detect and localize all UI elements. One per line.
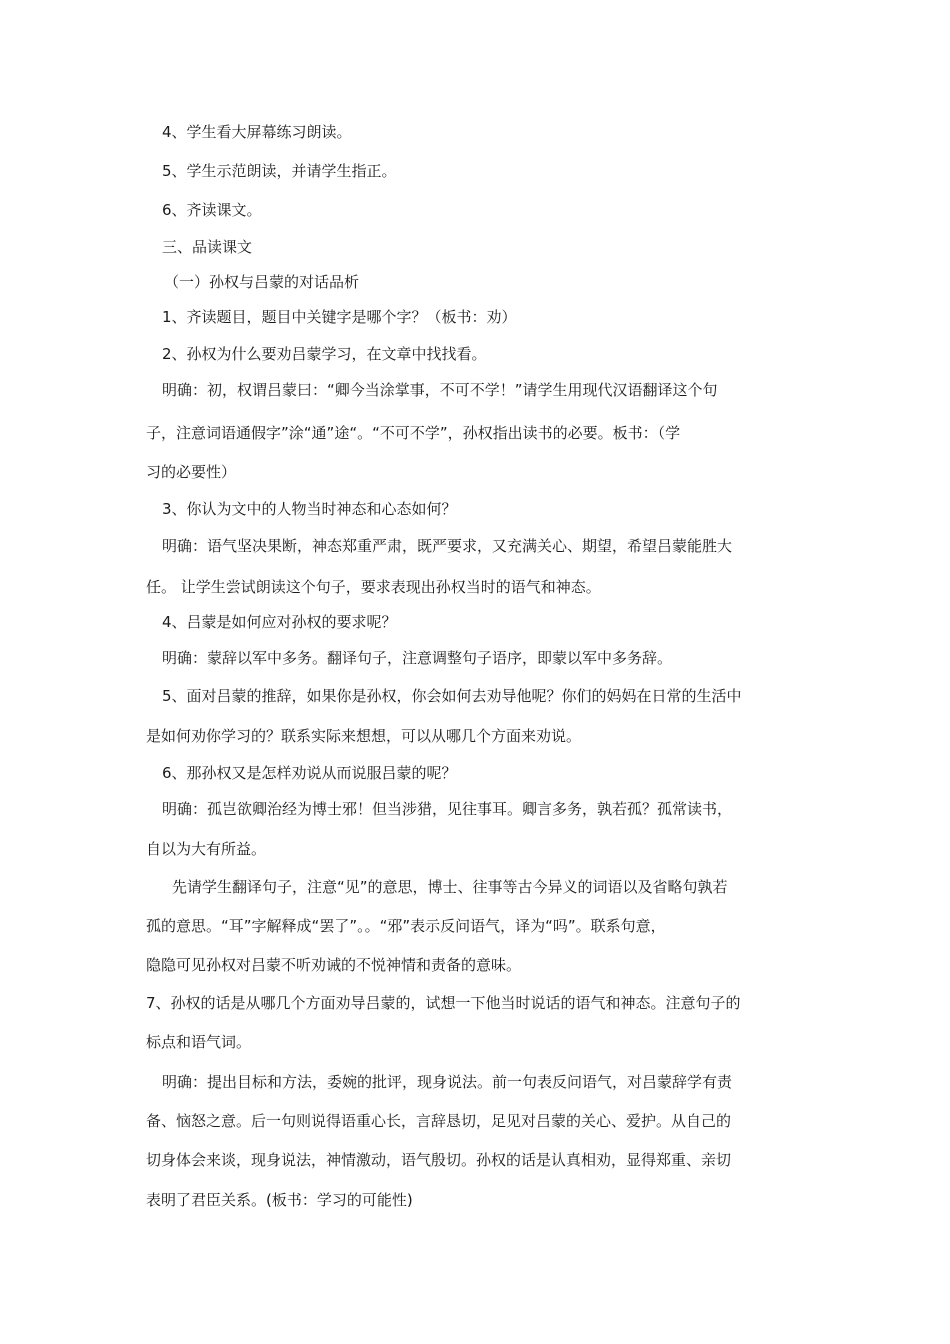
text-line: 明确：孤岂欲卿治经为博士邪！但当涉猎，见往事耳。卿言多务，孰若孤？孤常读书， xyxy=(162,800,733,818)
text-line: 6、齐读课文。 xyxy=(162,201,262,219)
text-line: 孤的意思。“耳”字解释成“罢了”。。“邪”表示反问语气，译为“吗”。联系句意， xyxy=(146,917,666,935)
text-line: 备、恼怒之意。后一句则说得语重心长，言辞恳切，足见对吕蒙的关心、爱护。从自己的 xyxy=(146,1112,732,1130)
text-line: 5、面对吕蒙的推辞，如果你是孙权，你会如何去劝导他呢？你们的妈妈在日常的生活中 xyxy=(162,687,742,705)
text-line: 明确：语气坚决果断，神态郑重严肃，既严要求，又充满关心、期望，希望吕蒙能胜大 xyxy=(162,537,733,555)
text-line: 表明了君臣关系。(板书：学习的可能性) xyxy=(146,1191,413,1209)
text-line: 2、孙权为什么要劝吕蒙学习，在文章中找找看。 xyxy=(162,345,487,363)
text-line: 先请学生翻译句子，注意“见”的意思，博士、往事等古今异义的词语以及省略句孰若 xyxy=(172,878,728,896)
text-line: 是如何劝你学习的？联系实际来想想，可以从哪几个方面来劝说。 xyxy=(146,727,582,745)
text-line: 5、学生示范朗读，并请学生指正。 xyxy=(162,162,397,180)
text-line: 隐隐可见孙权对吕蒙不听劝诫的不悦神情和责备的意味。 xyxy=(146,956,522,974)
text-line: 4、吕蒙是如何应对孙权的要求呢？ xyxy=(162,613,397,631)
text-line: 明确：蒙辞以军中多务。翻译句子，注意调整句子语序，即蒙以军中多务辞。 xyxy=(162,649,673,667)
text-line: 1、齐读题目，题目中关键字是哪个字？（板书：劝） xyxy=(162,308,517,326)
text-line: 7、孙权的话是从哪几个方面劝导吕蒙的，试想一下他当时说话的语气和神态。注意句子的 xyxy=(146,994,741,1012)
text-line: 子，注意词语通假字”涂“通”途“。“不可不学”，孙权指出读书的必要。板书：（学 xyxy=(146,424,681,442)
text-line: 切身体会来谈，现身说法，神情激动，语气殷切。孙权的话是认真相劝，显得郑重、亲切 xyxy=(146,1151,732,1169)
subsection-heading: （一）孙权与吕蒙的对话品析 xyxy=(164,273,360,291)
text-line: 3、你认为文中的人物当时神态和心态如何？ xyxy=(162,500,457,518)
section-heading: 三、品读课文 xyxy=(162,238,253,256)
text-line: 4、学生看大屏幕练习朗读。 xyxy=(162,123,352,141)
text-line: 明确：初，权谓吕蒙曰：“卿今当涂掌事，不可不学！”请学生用现代汉语翻译这个句 xyxy=(162,381,718,399)
text-line: 明确：提出目标和方法，委婉的批评，现身说法。前一句表反问语气，对吕蒙辞学有责 xyxy=(162,1073,733,1091)
text-line: 习的必要性） xyxy=(146,463,237,481)
text-line: 任。 让学生尝试朗读这个句子，要求表现出孙权当时的语气和神态。 xyxy=(146,578,601,596)
text-line: 标点和语气词。 xyxy=(146,1033,252,1051)
text-line: 6、那孙权又是怎样劝说从而说服吕蒙的呢？ xyxy=(162,764,457,782)
text-line: 自以为大有所益。 xyxy=(146,840,267,858)
